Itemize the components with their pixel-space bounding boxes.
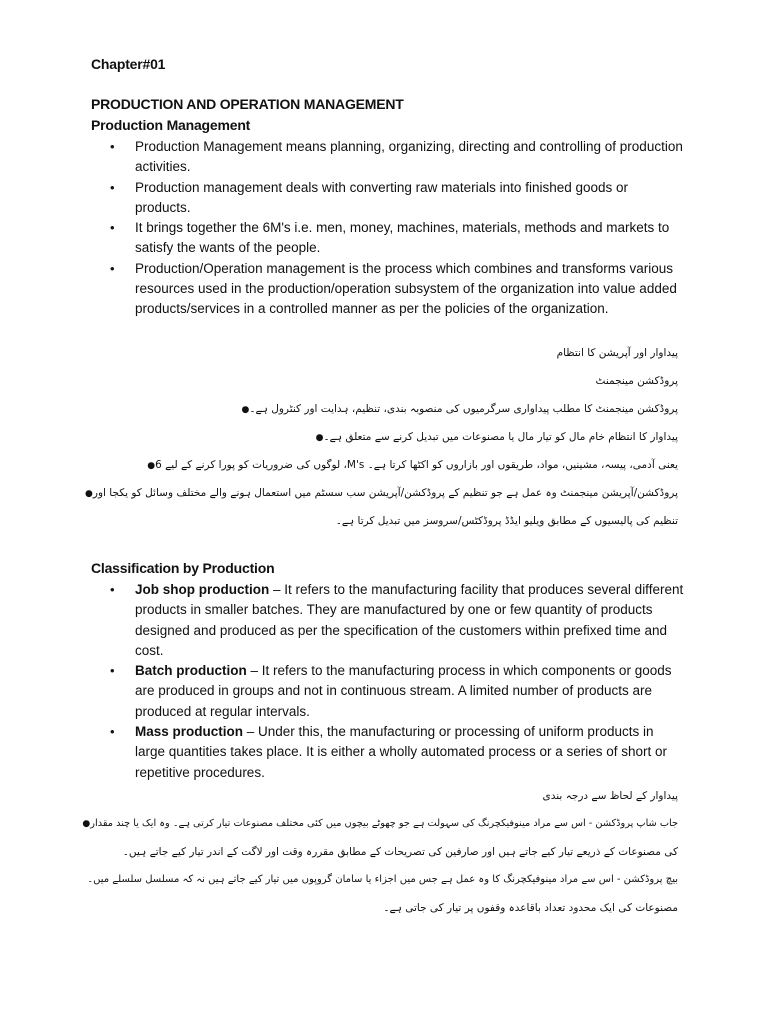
- urdu-line: [238, 403, 678, 415]
- list-item-term: Mass production: [135, 724, 244, 740]
- bullet-icon: •: [110, 179, 115, 195]
- urdu-line-text: پیداوار کا انتظام خام مال کو تیار مال یا مصنوعات میں تبدیل کرنے سے متعلق ہے۔: [323, 431, 678, 443]
- urdu-line: [143, 459, 678, 471]
- list-item: [110, 661, 685, 722]
- urdu-line: مصنوعات کی ایک محدود تعداد باقاعدہ وقفوں پر تیار کی جاتی ہے۔: [383, 902, 678, 914]
- list-item: [110, 722, 685, 783]
- bullet-icon: ●: [85, 489, 93, 499]
- urdu-subheading: پروڈکشن مینجمنٹ: [595, 375, 678, 387]
- urdu-line-text: پروڈکشن/آپریشن مینجمنٹ وہ عمل ہے جو تنظیم کے پروڈکشن/آپریشن سب سسٹم میں استعمال ہونے والے مختلف وسائل کو یکجا اور: [92, 487, 678, 499]
- bullet-icon: •: [110, 260, 115, 276]
- bullet-icon: ●: [315, 433, 324, 443]
- bullet-icon: •: [110, 220, 115, 236]
- classification-heading: Classification by Production: [91, 560, 275, 576]
- urdu-line: کی مصنوعات کے ذریعے تیار کیے جاتے ہیں اور صارفین کی تصریحات کے مطابق مقررہ وقت اور لاگت کے اندر تیار کیے جاتے ہیں۔: [122, 846, 678, 858]
- urdu-line: [78, 818, 678, 829]
- bullet-icon: ●: [82, 819, 91, 829]
- section-subtitle: Production Management: [91, 117, 251, 133]
- list-item: [110, 580, 685, 661]
- chapter-heading: Chapter#01: [91, 56, 166, 72]
- urdu-heading: پیداوار اور آپریشن کا انتظام: [556, 347, 678, 359]
- list-item-text: Production management deals with converting raw materials into finished goods or products.: [135, 179, 629, 215]
- list-item: [110, 137, 685, 178]
- list-item-term: Job shop production: [135, 582, 270, 597]
- urdu-heading: پیداوار کے لحاظ سے درجہ بندی: [542, 790, 678, 802]
- production-management-list: [110, 137, 685, 320]
- list-item-text: – It refers to the manufacturing facility that produces several different products in smaller batches. They are manufactured by one or few quantity of products designed and produced as per the specification of the customers within prefixed time and cost.: [135, 582, 684, 658]
- list-item-text: Production Management means planning, organizing, directing and controlling of production activities.: [135, 139, 683, 175]
- list-item-text: – It refers to the manufacturing process in which components or goods are produced in groups and not in continuous stream. A limited number of products are produced at regular intervals.: [135, 663, 672, 719]
- urdu-line-text: جاب شاپ پروڈکشن - اس سے مراد مینوفیکچرنگ کی سہولت ہے جو چھوٹے بیچوں میں کئی مختلف مصنوعات تیار کرتی ہے۔ وہ ایک یا چند مقدار: [90, 818, 678, 829]
- urdu-line: تنظیم کی پالیسیوں کے مطابق ویلیو ایڈڈ پروڈکٹس/سروسز میں تبدیل کرتا ہے۔: [335, 515, 678, 527]
- list-item-text: It brings together the 6M's i.e. men, money, machines, materials, methods and markets to satisfy the wants of the people.: [135, 220, 670, 256]
- bullet-icon: ●: [147, 461, 156, 471]
- section-title: PRODUCTION AND OPERATION MANAGEMENT: [91, 96, 404, 112]
- list-item: [110, 259, 685, 320]
- bullet-icon: •: [110, 582, 115, 597]
- urdu-line-text: پروڈکشن مینجمنٹ کا مطلب پیداواری سرگرمیوں کی منصوبہ بندی، تنظیم، ہدایت اور کنٹرول ہے۔: [249, 403, 678, 415]
- urdu-line-text: یعنی آدمی، پیسہ، مشینیں، مواد، طریقوں اور بازاروں کو اکٹھا کرتا ہے۔ M's، لوگوں کی ضروریات کو پورا کرنے کے لیے 6: [155, 459, 678, 471]
- bullet-icon: ●: [241, 405, 250, 415]
- bullet-icon: •: [110, 663, 115, 679]
- urdu-line: [312, 431, 678, 443]
- classification-list: [110, 580, 685, 783]
- list-item-text: – Under this, the manufacturing or processing of uniform products in large quantities takes place. It is either a wholly automated process or a series of short or repetitive procedures.: [135, 724, 668, 780]
- list-item-text: Production/Operation management is the process which combines and transforms various resources used in the production/operation subsystem of the organization into value added products/services in a controlled manner as per the policies of the organization.: [135, 260, 677, 317]
- list-item: [110, 178, 685, 219]
- urdu-line: بیچ پروڈکشن - اس سے مراد مینوفیکچرنگ کا وہ عمل ہے جس میں اجزاء یا سامان گروپوں میں تیار کیے جاتے ہیں نہ کہ مسلسل سلسلے میں۔: [87, 874, 678, 885]
- bullet-icon: •: [110, 139, 115, 154]
- bullet-icon: •: [110, 724, 115, 740]
- list-item-term: Batch production: [135, 663, 247, 679]
- urdu-line: [81, 487, 678, 499]
- list-item: [110, 218, 685, 259]
